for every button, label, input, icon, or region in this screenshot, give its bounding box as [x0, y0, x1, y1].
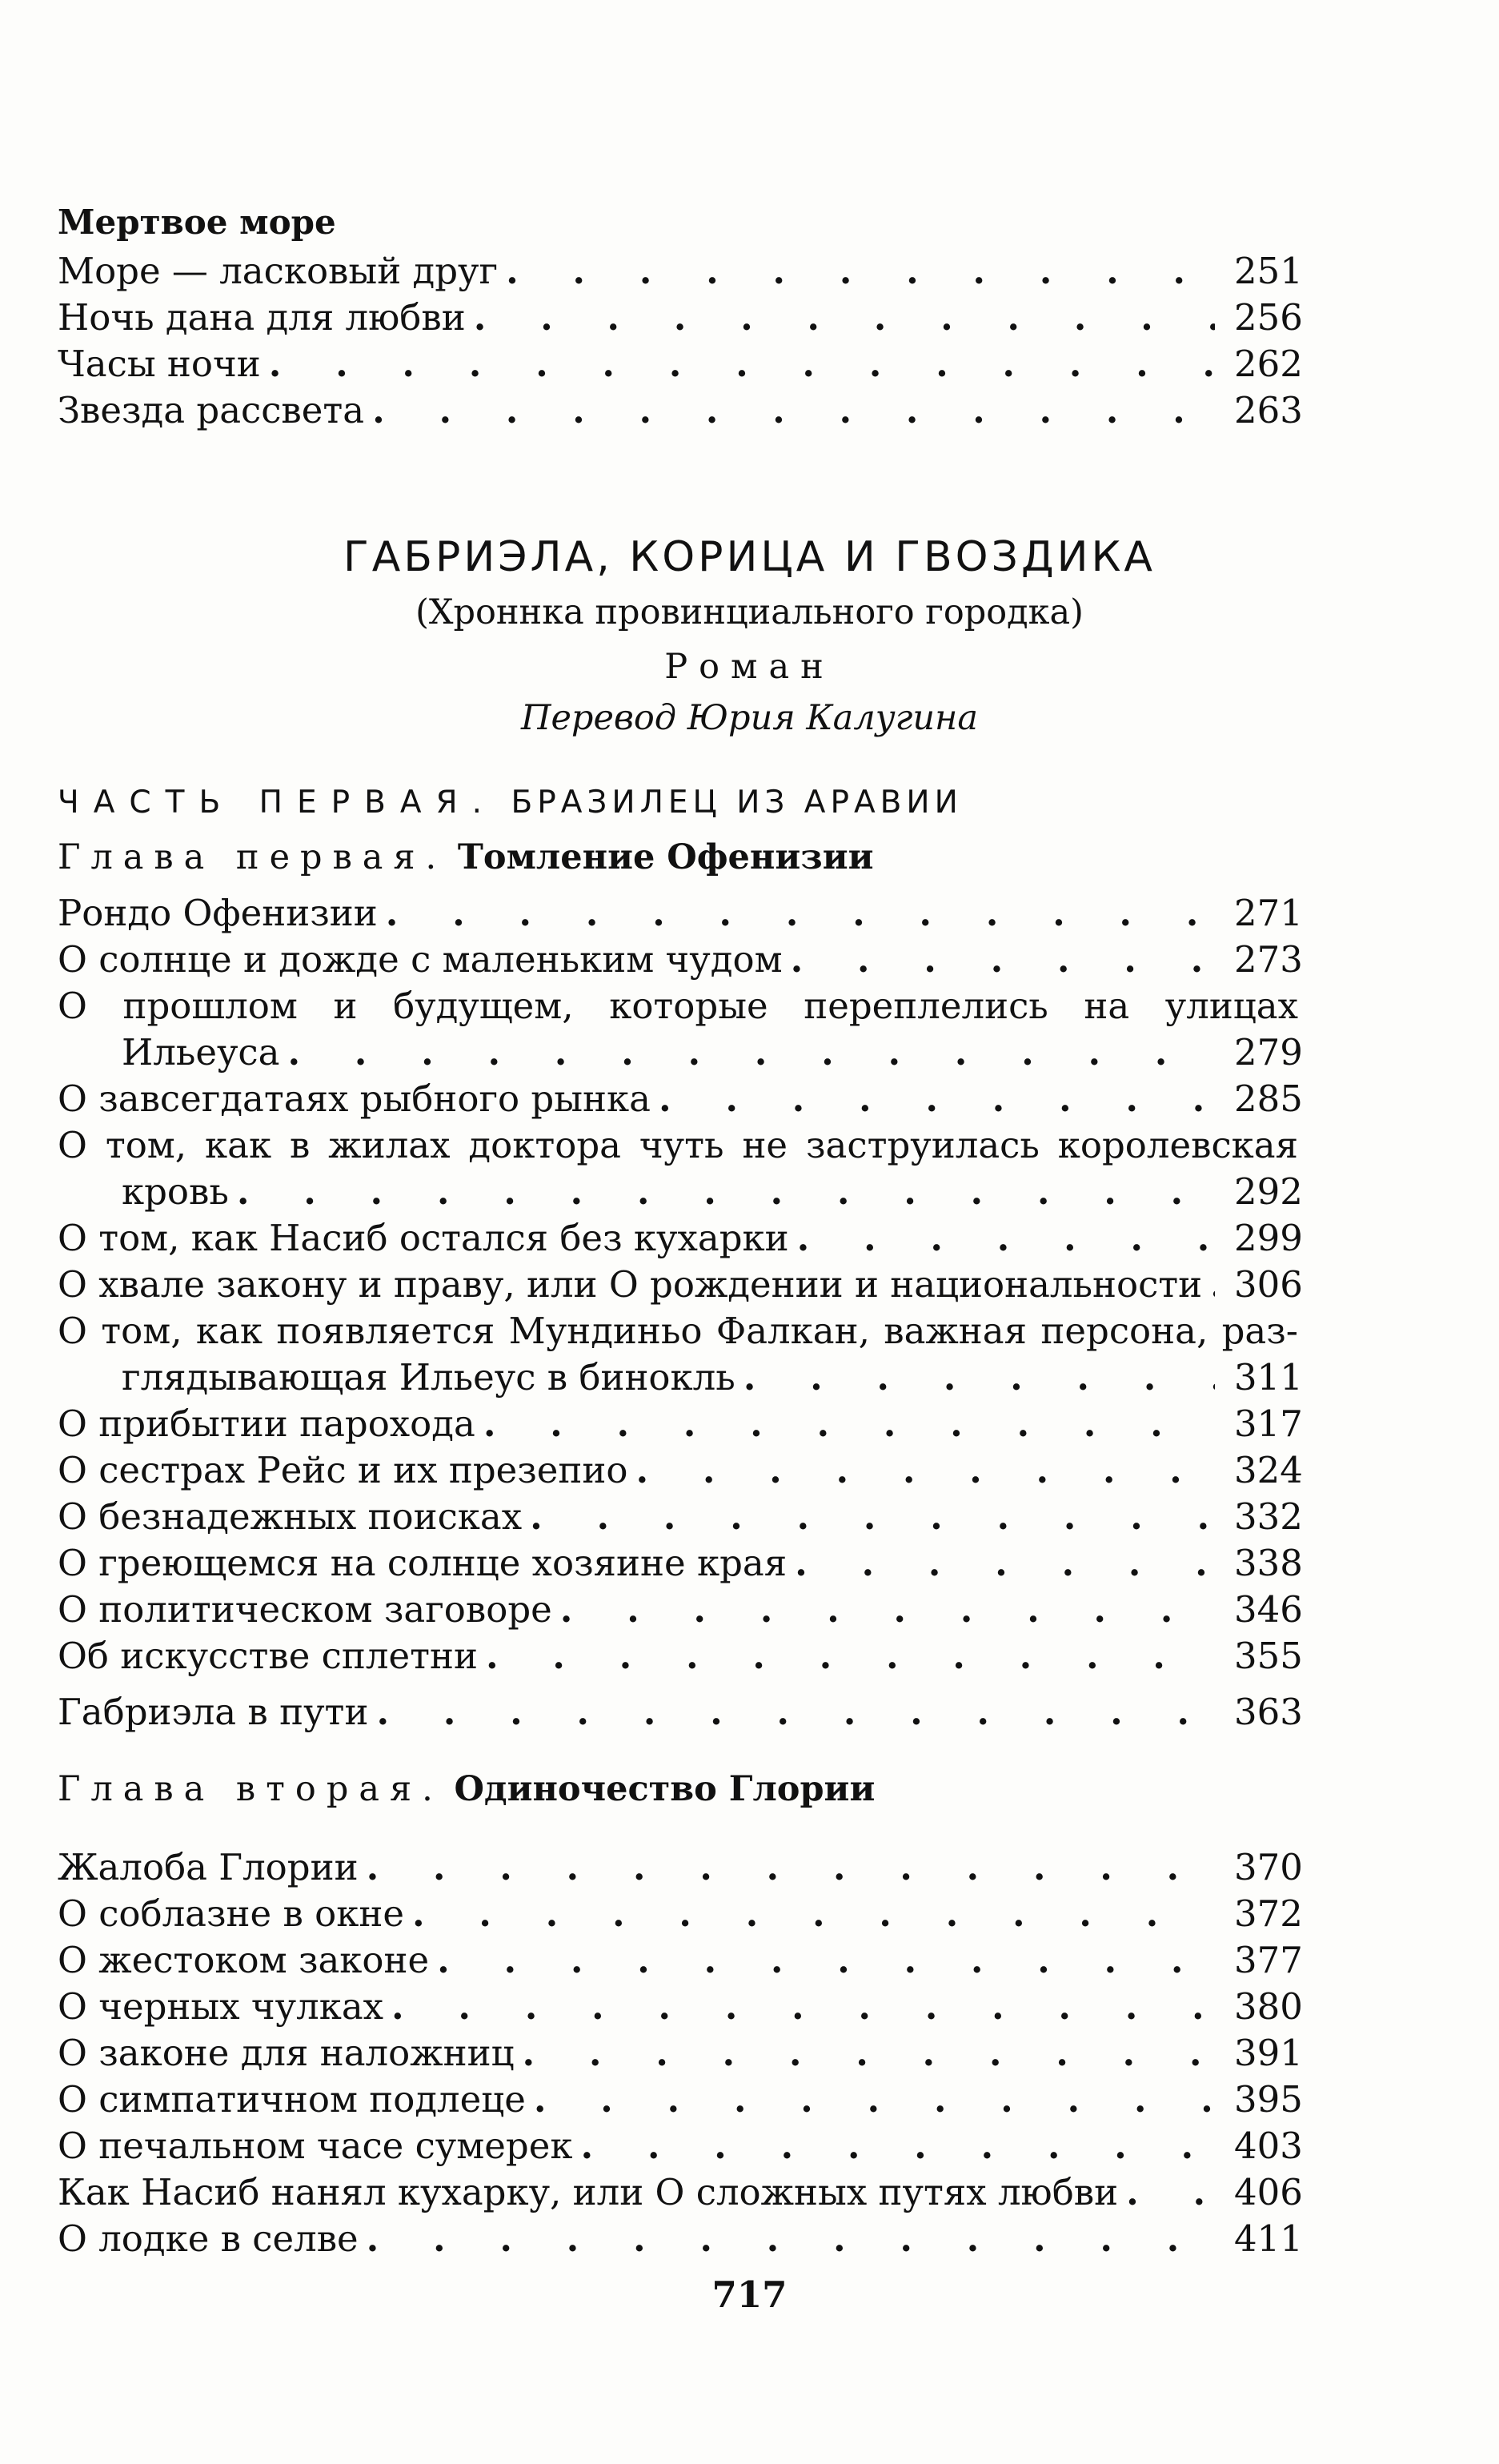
entry-title: О соблазне в окне [58, 1892, 404, 1935]
entry-title: Как Насиб нанял кухарку, или О сложных путях любви [58, 2171, 1119, 2213]
entry-page: 324 [1234, 1449, 1303, 1491]
entry-title: Об искусстве сплетни [58, 1635, 478, 1677]
entry-title: О черных чулках [58, 1985, 384, 2028]
entry-title: О жестоком законе [58, 1939, 430, 1981]
chapter-title: Одиночество Глории [454, 1769, 876, 1809]
entry-title-continued: глядывающая Ильеус в бинокль [122, 1356, 735, 1399]
chapter-label: Глава вторая. [58, 1769, 443, 1809]
toc-entry[interactable] [58, 341, 1303, 387]
entry-page: 311 [1234, 1356, 1303, 1399]
chapter-heading [58, 1769, 875, 1809]
toc-entry[interactable] [58, 890, 1303, 937]
leader-dots [530, 1494, 1215, 1540]
leader-dots [486, 1633, 1215, 1679]
entry-page: 306 [1234, 1263, 1303, 1306]
toc-entry[interactable] [58, 1844, 1303, 1891]
toc-entry-line2[interactable] [58, 1354, 1303, 1401]
entry-title: О прибытии парохода [58, 1403, 475, 1445]
leader-dots [367, 2216, 1215, 2262]
leader-dots [797, 1215, 1215, 1262]
leader-dots [483, 1401, 1215, 1447]
entry-title: О сестрах Рейс и их презепио [58, 1449, 628, 1491]
toc-entry[interactable] [58, 248, 1303, 295]
toc-entry-line1[interactable] [58, 1122, 1298, 1169]
leader-dots [560, 1587, 1215, 1633]
entry-title: Звезда рассвета [58, 389, 365, 431]
leader-dots [636, 1447, 1215, 1494]
entry-title: Жалоба Глории [58, 1846, 359, 1888]
entry-page: 279 [1234, 1031, 1303, 1073]
toc-entry[interactable] [58, 2123, 1303, 2169]
entry-page: 372 [1234, 1892, 1303, 1935]
entry-page: 346 [1234, 1588, 1303, 1631]
entry-page: 380 [1234, 1985, 1303, 2028]
entry-page: 256 [1234, 296, 1303, 339]
toc-entry-line2[interactable] [58, 1169, 1303, 1215]
toc-chapter-1 [58, 890, 1303, 1736]
entry-title: О лодке в селве [58, 2217, 359, 2260]
toc-entry[interactable] [58, 1984, 1303, 2030]
toc-entry[interactable] [58, 2216, 1303, 2262]
toc-entry[interactable] [58, 1494, 1303, 1540]
leader-dots [367, 1844, 1215, 1891]
entry-title: О политическом заговоре [58, 1588, 552, 1631]
toc-entry[interactable] [58, 1587, 1303, 1633]
entry-page: 355 [1234, 1635, 1303, 1677]
leader-dots [391, 1984, 1215, 2030]
entry-page: 263 [1234, 389, 1303, 431]
toc-entry[interactable] [58, 2077, 1303, 2123]
entry-title-continued: кровь [122, 1170, 229, 1213]
leader-dots [237, 1169, 1215, 1215]
entry-page: 377 [1234, 1939, 1303, 1981]
entry-title: О законе для наложниц [58, 2032, 515, 2074]
toc-entry[interactable] [58, 295, 1303, 341]
entry-title: О симпатичном подлеце [58, 2078, 526, 2121]
leader-dots [743, 1354, 1215, 1401]
entry-page: 251 [1234, 250, 1303, 292]
entry-page: 395 [1234, 2078, 1303, 2121]
toc-entry[interactable] [58, 1262, 1303, 1308]
entry-title: О печальном часе сумерек [58, 2125, 573, 2167]
entry-page: 406 [1234, 2171, 1303, 2213]
toc-entry[interactable] [58, 387, 1303, 434]
entry-title-continued: Ильеуса [122, 1031, 280, 1073]
toc-entry-line1[interactable] [58, 983, 1298, 1029]
toc-entry[interactable] [58, 1633, 1303, 1679]
entry-page: 317 [1234, 1403, 1303, 1445]
leader-dots [506, 248, 1215, 295]
toc-entry[interactable] [58, 1937, 1303, 1984]
entry-title: О прошлом и будущем, которые переплелись на улицах [58, 985, 1298, 1027]
entry-page: 338 [1234, 1542, 1303, 1584]
toc-chapter-2 [58, 1844, 1303, 2262]
leader-dots [523, 2030, 1215, 2077]
entry-page: 411 [1234, 2217, 1303, 2260]
entry-page: 403 [1234, 2125, 1303, 2167]
leader-dots [1126, 2169, 1215, 2216]
entry-page: 299 [1234, 1217, 1303, 1259]
entry-page: 363 [1234, 1691, 1303, 1733]
entry-page: 332 [1234, 1495, 1303, 1538]
leader-dots [534, 2077, 1215, 2123]
entry-title: О хвале закону и праву, или О рождении и национальности [58, 1263, 1203, 1306]
entry-title: О том, как Насиб остался без кухарки [58, 1217, 789, 1259]
entry-page: 370 [1234, 1846, 1303, 1888]
entry-title: О солнце и дожде с маленьким чудом [58, 938, 783, 981]
entry-title: Часы ночи [58, 343, 261, 385]
leader-dots [437, 1937, 1215, 1984]
chapter-label: Глава первая. [58, 837, 447, 877]
toc-entry[interactable] [58, 1689, 1303, 1736]
leader-dots [474, 295, 1215, 341]
toc-entry[interactable] [58, 2169, 1303, 2216]
leader-dots [659, 1076, 1215, 1122]
toc-entry[interactable] [58, 1891, 1303, 1937]
leader-dots [287, 1029, 1215, 1076]
entry-title: Море — ласковый друг [58, 250, 499, 292]
entry-title: Габриэла в пути [58, 1691, 369, 1733]
toc-entry[interactable] [58, 2030, 1303, 2077]
chapter-title: Томление Офенизии [457, 837, 874, 877]
toc-section-dead-sea [58, 197, 1303, 434]
toc-entry-line2[interactable] [58, 1029, 1303, 1076]
toc-entry[interactable] [58, 1215, 1303, 1262]
entry-page: 391 [1234, 2032, 1303, 2074]
leader-dots [372, 387, 1215, 434]
page-number: 717 [711, 2273, 788, 2316]
leader-dots [580, 2123, 1215, 2169]
entry-page: 273 [1234, 938, 1303, 981]
entry-title: О том, как появляется Мундиньо Фалкан, важная персона, раз- [58, 1310, 1298, 1352]
toc-entry[interactable] [58, 1540, 1303, 1587]
entry-title: О греющемся на солнце хозяине края [58, 1542, 788, 1584]
leader-dots [1210, 1262, 1215, 1308]
book-genre: Роман [664, 647, 835, 687]
entry-title: Рондо Офенизии [58, 892, 378, 934]
part-title: БРАЗИЛЕЦ ИЗ АРАВИИ [511, 785, 963, 821]
entry-title: Ночь дана для любви [58, 296, 466, 339]
toc-entry[interactable] [58, 1076, 1303, 1122]
toc-entry[interactable] [58, 1447, 1303, 1494]
entry-title: О безнадежных поисках [58, 1495, 523, 1538]
chapter-heading [58, 837, 873, 877]
entry-title: О том, как в жилах доктора чуть не заструилась королевская [58, 1124, 1298, 1166]
leader-dots [386, 890, 1215, 937]
leader-dots [795, 1540, 1215, 1587]
entry-page: 271 [1234, 892, 1303, 934]
entry-page: 292 [1234, 1170, 1303, 1213]
entry-page: 285 [1234, 1077, 1303, 1120]
book-title: ГАБРИЭЛА, КОРИЦА И ГВОЗДИКА [343, 533, 1156, 581]
book-subtitle: (Хроннка провинциального городка) [415, 592, 1084, 632]
part-heading [58, 785, 963, 821]
part-label: ЧАСТЬ ПЕРВАЯ. [58, 785, 497, 821]
leader-dots [791, 937, 1215, 983]
entry-page: 262 [1234, 343, 1303, 385]
toc-entry[interactable] [58, 1401, 1303, 1447]
leader-dots [269, 341, 1215, 387]
leader-dots [376, 1689, 1215, 1736]
toc-entry[interactable] [58, 937, 1303, 983]
toc-entry-line1[interactable] [58, 1308, 1298, 1354]
leader-dots [412, 1891, 1215, 1937]
section-title: Мертвое море [58, 203, 336, 242]
entry-title: О завсегдатаях рыбного рынка [58, 1077, 651, 1120]
book-translator: Перевод Юрия Калугина [520, 698, 979, 738]
